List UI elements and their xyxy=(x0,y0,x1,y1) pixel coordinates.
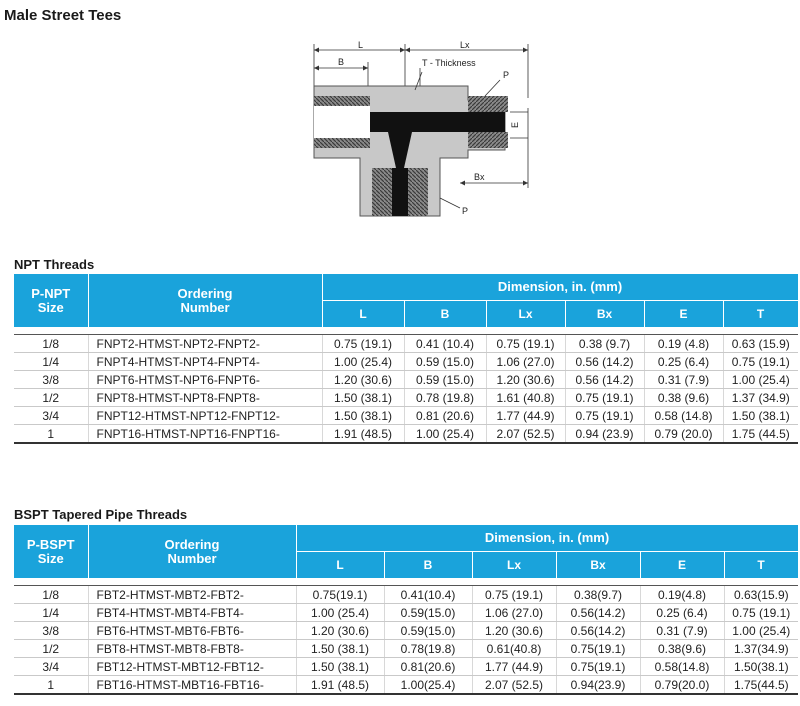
bspt-col-header: Bx xyxy=(556,552,640,579)
table-cell: 0.38 (9.7) xyxy=(565,335,644,353)
table-cell: 0.56(14.2) xyxy=(556,622,640,640)
npt-size-header: P-NPT Size xyxy=(14,274,88,328)
table-cell: 0.63(15.9) xyxy=(724,586,798,604)
bspt-col-header: Lx xyxy=(472,552,556,579)
table-cell: 0.58(14.8) xyxy=(640,658,724,676)
table-row xyxy=(14,407,798,425)
table-cell: FBT4-HTMST-MBT4-FBT4- xyxy=(88,604,296,622)
table-row xyxy=(14,622,798,640)
table-cell: FNPT4-HTMST-NPT4-FNPT4- xyxy=(88,353,322,371)
table-cell: 1.50 (38.1) xyxy=(296,640,384,658)
table-cell: 1.20 (30.6) xyxy=(322,371,404,389)
table-cell: 1 xyxy=(14,425,88,444)
npt-ordering-header: Ordering Number xyxy=(88,274,322,328)
bspt-col-header: B xyxy=(384,552,472,579)
npt-col-header: T xyxy=(723,301,798,328)
table-cell: 0.56 (14.2) xyxy=(565,371,644,389)
table-cell: 0.79 (20.0) xyxy=(644,425,723,444)
table-cell: 1.91 (48.5) xyxy=(296,676,384,695)
npt-dimension-header: Dimension, in. (mm) xyxy=(322,274,798,301)
table-row xyxy=(14,604,798,622)
table-cell: 1.00 (25.4) xyxy=(296,604,384,622)
table-cell: 1.50 (38.1) xyxy=(322,407,404,425)
table-cell: 0.75 (19.1) xyxy=(565,389,644,407)
diagram-label-P-top: P xyxy=(503,70,510,80)
table-cell: 1.20 (30.6) xyxy=(472,622,556,640)
bspt-table xyxy=(14,525,799,695)
table-cell: 1.61 (40.8) xyxy=(486,389,565,407)
table-cell: 0.63 (15.9) xyxy=(723,335,798,353)
table-cell: 0.56(14.2) xyxy=(556,604,640,622)
table-cell: 1.37 (34.9) xyxy=(723,389,798,407)
table-cell: 1.00 (25.4) xyxy=(724,622,798,640)
table-cell: 0.38(9.6) xyxy=(640,640,724,658)
table-cell: 0.19 (4.8) xyxy=(644,335,723,353)
table-cell: 0.75 (19.1) xyxy=(723,353,798,371)
npt-col-header: Lx xyxy=(486,301,565,328)
table-cell: 0.75(19.1) xyxy=(296,586,384,604)
npt-col-header: L xyxy=(322,301,404,328)
table-cell: FBT12-HTMST-MBT12-FBT12- xyxy=(88,658,296,676)
diagram-label-P-bottom: P xyxy=(462,206,469,216)
table-cell: 3/4 xyxy=(14,407,88,425)
npt-table xyxy=(14,274,799,444)
table-cell: 1/2 xyxy=(14,640,88,658)
table-cell: 0.94 (23.9) xyxy=(565,425,644,444)
table-cell: 0.41 (10.4) xyxy=(404,335,486,353)
table-cell: 2.07 (52.5) xyxy=(486,425,565,444)
table-row xyxy=(14,640,798,658)
table-cell: 1.75 (44.5) xyxy=(723,425,798,444)
bspt-col-header: T xyxy=(724,552,798,579)
tee-diagram xyxy=(300,38,540,224)
diagram-label-Bx: Bx xyxy=(474,172,485,182)
diagram-label-E: E xyxy=(510,121,520,128)
table-cell: 1.20 (30.6) xyxy=(296,622,384,640)
table-cell: 0.31 (7.9) xyxy=(640,622,724,640)
table-row xyxy=(14,425,798,444)
npt-col-header: E xyxy=(644,301,723,328)
table-cell: 1 xyxy=(14,676,88,695)
table-cell: 1.91 (48.5) xyxy=(322,425,404,444)
bspt-ordering-header: Ordering Number xyxy=(88,525,296,579)
npt-col-header: B xyxy=(404,301,486,328)
table-cell: 0.41(10.4) xyxy=(384,586,472,604)
table-cell: 1.00(25.4) xyxy=(384,676,472,695)
bspt-col-header: L xyxy=(296,552,384,579)
table-cell: 1.37(34.9) xyxy=(724,640,798,658)
table-cell: 0.31 (7.9) xyxy=(644,371,723,389)
table-cell: 0.81(20.6) xyxy=(384,658,472,676)
table-cell: 0.59 (15.0) xyxy=(404,371,486,389)
table-cell: 0.25 (6.4) xyxy=(640,604,724,622)
table-cell: 1.75(44.5) xyxy=(724,676,798,695)
table-cell: 2.07 (52.5) xyxy=(472,676,556,695)
table-cell: 0.59(15.0) xyxy=(384,622,472,640)
table-cell: FNPT8-HTMST-NPT8-FNPT8- xyxy=(88,389,322,407)
table-cell: 1/8 xyxy=(14,335,88,353)
table-cell: 1.50 (38.1) xyxy=(296,658,384,676)
diagram-label-thickness: T - Thickness xyxy=(422,58,476,68)
bspt-size-header: P-BSPT Size xyxy=(14,525,88,579)
diagram-label-Lx: Lx xyxy=(460,40,470,50)
table-row xyxy=(14,676,798,695)
table-cell: FBT8-HTMST-MBT8-FBT8- xyxy=(88,640,296,658)
table-cell: 1.50 (38.1) xyxy=(723,407,798,425)
table-row xyxy=(14,353,798,371)
table-cell: 0.75(19.1) xyxy=(556,658,640,676)
table-cell: 0.79(20.0) xyxy=(640,676,724,695)
table-cell: 1.00 (25.4) xyxy=(723,371,798,389)
table-cell: 0.75 (19.1) xyxy=(486,335,565,353)
table-cell: 1/8 xyxy=(14,586,88,604)
table-cell: 0.19(4.8) xyxy=(640,586,724,604)
table-cell: 1.50 (38.1) xyxy=(322,389,404,407)
table-cell: 0.75(19.1) xyxy=(556,640,640,658)
table-cell: 3/4 xyxy=(14,658,88,676)
table-cell: 0.56 (14.2) xyxy=(565,353,644,371)
table-cell: 0.59(15.0) xyxy=(384,604,472,622)
table-cell: 0.94(23.9) xyxy=(556,676,640,695)
table-cell: 0.78 (19.8) xyxy=(404,389,486,407)
table-cell: 0.59 (15.0) xyxy=(404,353,486,371)
table-row xyxy=(14,658,798,676)
table-row xyxy=(14,371,798,389)
table-cell: 1.50(38.1) xyxy=(724,658,798,676)
table-cell: 3/8 xyxy=(14,371,88,389)
table-cell: 0.81 (20.6) xyxy=(404,407,486,425)
table-cell: 1/4 xyxy=(14,604,88,622)
table-cell: FBT2-HTMST-MBT2-FBT2- xyxy=(88,586,296,604)
bspt-dimension-header: Dimension, in. (mm) xyxy=(296,525,798,552)
table-row xyxy=(14,586,798,604)
table-cell: FBT16-HTMST-MBT16-FBT16- xyxy=(88,676,296,695)
table-cell: 0.75 (19.1) xyxy=(724,604,798,622)
table-cell: 0.38 (9.6) xyxy=(644,389,723,407)
table-cell: FNPT12-HTMST-NPT12-FNPT12- xyxy=(88,407,322,425)
table-cell: 1/4 xyxy=(14,353,88,371)
table-cell: 1.00 (25.4) xyxy=(404,425,486,444)
page-title: Male Street Tees xyxy=(4,7,122,24)
table-cell: FNPT2-HTMST-NPT2-FNPT2- xyxy=(88,335,322,353)
table-cell: 0.78(19.8) xyxy=(384,640,472,658)
table-cell: 0.25 (6.4) xyxy=(644,353,723,371)
bspt-col-header: E xyxy=(640,552,724,579)
table-cell: 0.61(40.8) xyxy=(472,640,556,658)
table-cell: 1.77 (44.9) xyxy=(486,407,565,425)
bspt-section-title: BSPT Tapered Pipe Threads xyxy=(14,507,188,522)
table-cell: 0.75 (19.1) xyxy=(565,407,644,425)
table-cell: 1.20 (30.6) xyxy=(486,371,565,389)
table-row xyxy=(14,335,798,353)
table-cell: 1/2 xyxy=(14,389,88,407)
table-cell: FNPT6-HTMST-NPT6-FNPT6- xyxy=(88,371,322,389)
table-cell: FBT6-HTMST-MBT6-FBT6- xyxy=(88,622,296,640)
npt-col-header: Bx xyxy=(565,301,644,328)
diagram-label-L: L xyxy=(358,40,364,50)
table-cell: 0.38(9.7) xyxy=(556,586,640,604)
table-cell: 0.75 (19.1) xyxy=(472,586,556,604)
table-cell: 3/8 xyxy=(14,622,88,640)
table-cell: 0.58 (14.8) xyxy=(644,407,723,425)
diagram-label-B: B xyxy=(338,57,345,67)
table-cell: 1.00 (25.4) xyxy=(322,353,404,371)
table-row xyxy=(14,389,798,407)
table-cell: FNPT16-HTMST-NPT16-FNPT16- xyxy=(88,425,322,444)
table-cell: 1.06 (27.0) xyxy=(486,353,565,371)
npt-section-title: NPT Threads xyxy=(14,257,95,272)
table-cell: 1.06 (27.0) xyxy=(472,604,556,622)
table-cell: 0.75 (19.1) xyxy=(322,335,404,353)
table-cell: 1.77 (44.9) xyxy=(472,658,556,676)
